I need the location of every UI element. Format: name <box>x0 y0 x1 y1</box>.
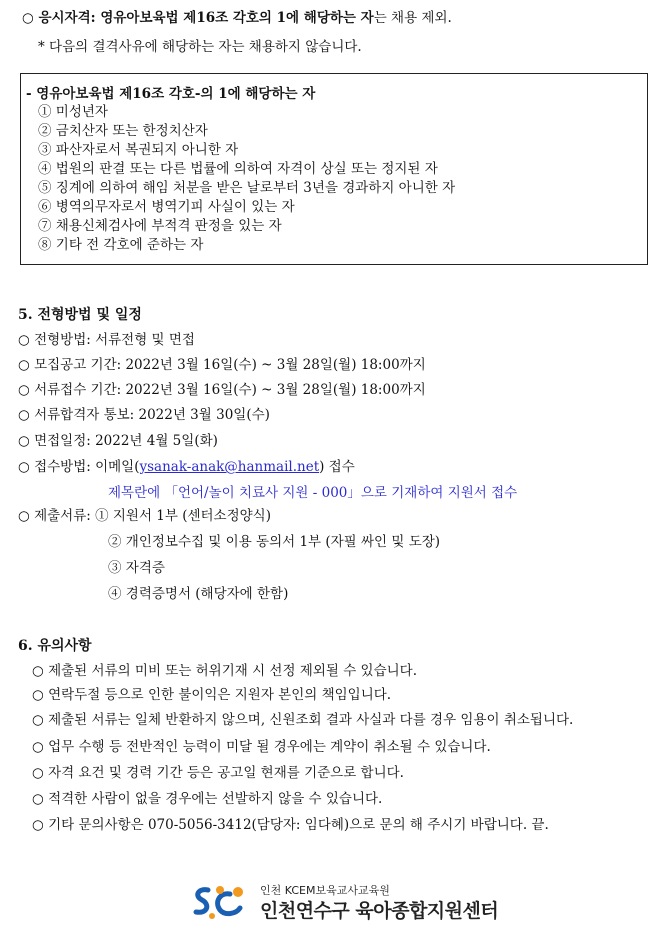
apply-note: 제목란에 「언어/놀이 치료사 지원 - 000」으로 기재하여 지원서 접수 <box>108 485 518 501</box>
org-subtitle: 인천 KCEM보육교사교육원 <box>260 884 390 897</box>
box-item: ⑥ 병역의무자로서 병역기피 사실이 있는 자 <box>38 199 295 215</box>
notice-item: ○ 업무 수행 등 전반적인 능력이 미달 될 경우에는 계약이 취소될 수 있습니다. <box>32 739 491 755</box>
qualification-rest: 는 채용 제외. <box>373 10 452 26</box>
notice-item: ○ 자격 요건 및 경력 기간 등은 공고일 현재를 기준으로 합니다. <box>32 765 404 781</box>
interview-date-line: ○ 면접일정: 2022년 4월 5일(화) <box>18 433 218 449</box>
notice-item: ○ 제출된 서류는 일체 반환하지 않으며, 신원조회 결과 사실과 다를 경우 임용이 취소됩니다. <box>32 712 574 728</box>
footer-logo <box>180 878 520 924</box>
box-title: - 영유아보육법 제16조 각호-의 1에 해당하는 자 <box>26 86 316 102</box>
email-link[interactable]: ysanak-anak@hanmail.net <box>139 459 320 475</box>
notice-item: ○ 적격한 사람이 없을 경우에는 선발하지 않을 수 있습니다. <box>32 791 383 807</box>
qualification-title: ○ 응시자격: 영유아보육법 제16조 각호의 1에 해당하는 자 <box>22 10 374 26</box>
section6-heading: 6. 유의사항 <box>18 638 92 654</box>
box-item: ⑧ 기타 전 각호에 준하는 자 <box>38 237 204 253</box>
box-item: ⑦ 채용신체검사에 부적격 판정을 있는 자 <box>38 218 282 234</box>
section5-heading: 5. 전형방법 및 일정 <box>18 307 142 323</box>
apply-suffix: ) 접수 <box>319 459 355 475</box>
document-item: ③ 자격증 <box>108 560 165 576</box>
box-item: ① 미성년자 <box>38 104 108 120</box>
box-item: ⑤ 징계에 의하여 해임 처분을 받은 날로부터 3년을 경과하지 아니한 자 <box>38 180 456 196</box>
disqualification-box <box>20 73 648 265</box>
box-item: ③ 파산자로서 복권되지 아니한 자 <box>38 142 239 158</box>
box-item: ② 금치산자 또는 한정치산자 <box>38 123 208 139</box>
document-item: ② 개인정보수집 및 이용 동의서 1부 (자필 싸인 및 도장) <box>108 534 441 550</box>
document-item: ④ 경력증명서 (해당자에 한함) <box>108 586 289 602</box>
pass-notice-line: ○ 서류합격자 통보: 2022년 3월 30일(수) <box>18 407 270 423</box>
method-line: ○ 전형방법: 서류전형 및 면접 <box>18 332 195 348</box>
org-name: 인천연수구 육아종합지원센터 <box>260 900 499 922</box>
notice-item: ○ 기타 문의사항은 070-5056-3412(담당자: 임다혜)으로 문의 해 주시기 바랍니다. 끝. <box>32 817 549 833</box>
documents-line: ○ 제출서류: ① 지원서 1부 (센터소정양식) <box>18 508 271 524</box>
reception-period-line: ○ 서류접수 기간: 2022년 3월 16일(수) ~ 3월 28일(월) 18:00까지 <box>18 382 426 398</box>
apply-prefix: ○ 접수방법: 이메일( <box>18 459 140 475</box>
posting-period-line: ○ 모집공고 기간: 2022년 3월 16일(수) ~ 3월 28일(월) 18:00까지 <box>18 357 426 373</box>
notice-item: ○ 제출된 서류의 미비 또는 허위기재 시 선정 제외될 수 있습니다. <box>32 663 418 679</box>
notice-item: ○ 연락두절 등으로 인한 불이익은 지원자 본인의 책임입니다. <box>32 687 392 703</box>
qualification-note: * 다음의 결격사유에 해당하는 자는 채용하지 않습니다. <box>38 39 362 55</box>
qualification-line <box>22 9 452 27</box>
box-item: ④ 법원의 판결 또는 다른 법률에 의하여 자격이 상실 또는 정지된 자 <box>38 161 438 177</box>
center-logo-icon <box>190 882 248 922</box>
apply-method-line <box>18 458 355 476</box>
